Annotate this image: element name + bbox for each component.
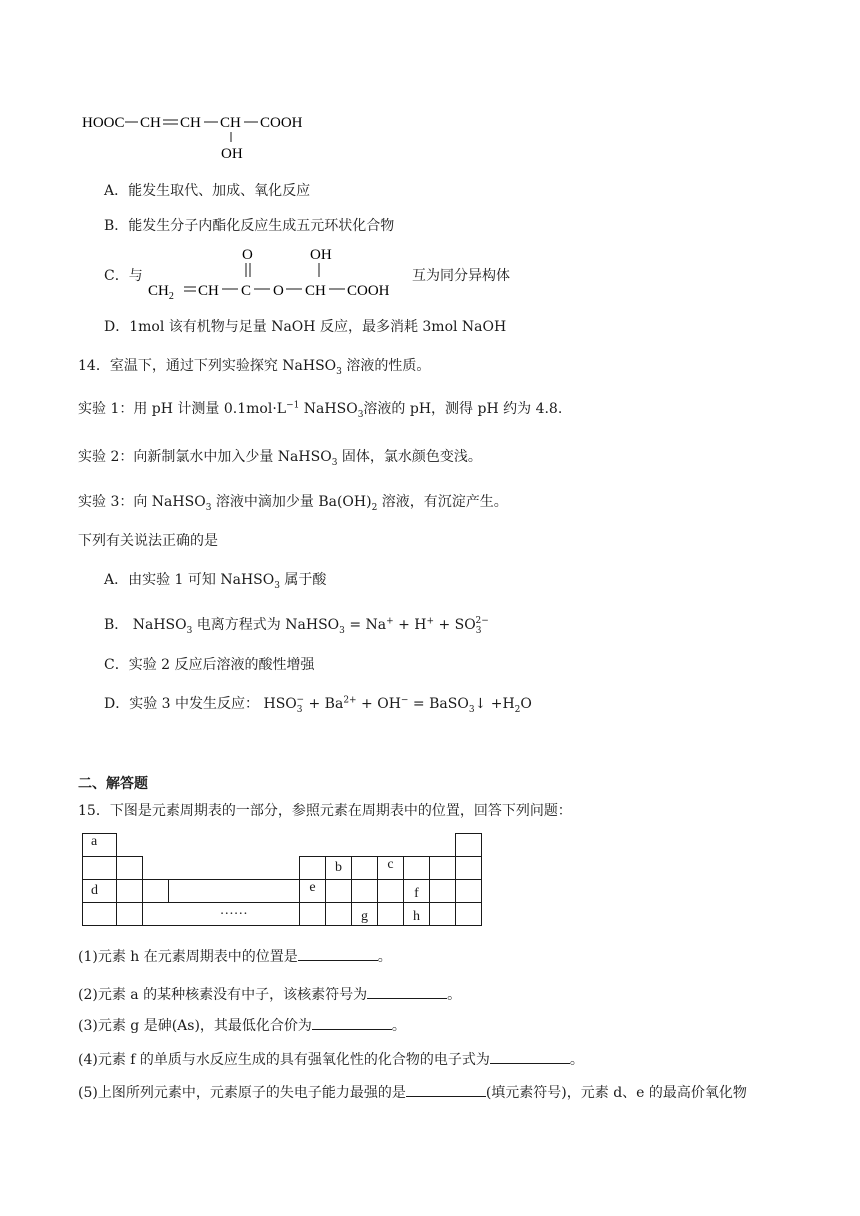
q14-option-c: C．实验 2 反应后溶液的酸性增强 [104,657,315,673]
main-structure-formula [78,108,358,168]
pt-cell-g: g [352,903,378,926]
pt-cell [300,903,326,926]
pt-cell [430,880,456,903]
pt-empty [143,857,169,880]
periodic-table-fragment [82,833,482,926]
pt-cell [378,903,404,926]
q14-experiment-1: 实验 1：用 pH 计测量 $0.1mol\cdot L^{-1}$ NaHSO$_3$溶液的 pH，测得 pH 约为 4.8. [78,400,563,420]
answer-blank[interactable] [298,946,378,961]
struct-c-ch2: $CH_2$ [148,283,174,300]
answer-blank[interactable] [367,984,447,999]
q14-prompt: 下列有关说法正确的是 [78,533,218,549]
pt-empty [117,834,143,857]
pt-cell-e: e [300,880,326,903]
pt-cell [456,834,482,857]
q13-option-d: D．1mol 该有机物与足量 NaOH 反应，最多消耗 3mol NaOH [104,319,507,335]
pt-cell [352,880,378,903]
section-title: 二、解答题 [78,776,148,792]
pt-empty [352,834,378,857]
q13-option-c-suffix: 互为同分异构体 [412,268,510,284]
pt-cell-dots: …… [169,903,300,926]
pt-cell [326,880,352,903]
struct-c-o: O [273,283,284,299]
q14-experiment-2: 实验 2：向新制氯水中加入少量 NaHSO$_3$ 固体，氯水颜色变浅。 [78,449,482,468]
q13-option-b: B．能发生分子内酯化反应生成五元环状化合物 [104,218,395,234]
pt-empty [143,834,169,857]
struct-c-c: C [241,283,252,299]
pt-empty [169,880,300,903]
pt-cell [430,903,456,926]
struct-oh: OH [221,146,243,162]
pt-empty [326,834,352,857]
pt-cell [456,903,482,926]
struct-c-cooh: COOH [347,283,390,299]
pt-cell-c: c [378,857,404,880]
pt-cell [300,857,326,880]
pt-cell [143,903,169,926]
struct-ch-1: CH [140,115,161,131]
pt-empty [430,834,456,857]
pt-cell [378,880,404,903]
q14-option-b: B． NaHSO$_3$ 电离方程式为 NaHSO$_3$ = $Na^+ + H^+ + SO_3^{2-}$ [104,616,489,636]
struct-c-ch: CH [198,283,219,299]
q15-stem: 15．下图是元素周期表的一部分，参照元素在周期表中的位置，回答下列问题： [78,803,572,819]
pt-empty [404,834,430,857]
answer-blank[interactable] [406,1082,486,1097]
struct-ch-3: CH [220,115,241,131]
answer-blank[interactable] [490,1049,570,1064]
q14-stem: 14．室温下，通过下列实验探究 NaHSO$_3$ 溶液的性质。 [78,358,431,377]
pt-cell [404,857,430,880]
pt-cell [117,903,143,926]
pt-cell-d: d [83,880,117,903]
pt-cell-a: a [83,834,117,857]
pt-cell [143,880,169,903]
pt-cell [326,903,352,926]
pt-cell-h: h [404,903,430,926]
q13-option-a: A．能发生取代、加成、氧化反应 [104,183,311,199]
pt-cell [456,880,482,903]
struct-c-o-top: O [242,247,253,263]
q15-item-1: (1)元素 h 在元素周期表中的位置是 。 [78,946,392,966]
pt-cell-f: f [404,880,430,903]
pt-empty [300,834,326,857]
struct-c-ch-2: CH [305,283,326,299]
pt-empty [169,834,300,857]
q15-item-5: (5)上图所列元素中，元素原子的失电子能力最强的是 (填元素符号)，元素 d、e 的最高价氧化物 [78,1082,747,1102]
q15-item-3: (3)元素 g 是砷(As)，其最低化合价为 。 [78,1015,406,1035]
pt-cell [430,857,456,880]
q14-option-a: A．由实验 1 可知 NaHSO$_3$ 属于酸 [104,572,327,591]
pt-cell [117,857,143,880]
pt-cell [352,857,378,880]
q14-option-d: D．实验 3 中发生反应： $HSO_3^- + Ba^{2+} + OH^-$ = BaSO$_3$↓ $+H_2O$ [104,695,532,715]
q15-item-4: (4)元素 f 的单质与水反应生成的具有强氧化性的化合物的电子式为 。 [78,1049,584,1069]
pt-empty [378,834,404,857]
pt-cell [117,880,143,903]
struct-hooc: HOOC [82,115,125,131]
q14-experiment-3: 实验 3：向 NaHSO$_3$ 溶液中滴加少量 $Ba(OH)_2$ 溶液，有沉淀产生。 [78,494,508,513]
struct-cooh: COOH [260,115,303,131]
q15-item-2: (2)元素 a 的某种核素没有中子，该核素符号为 。 [78,984,461,1004]
struct-ch-2: CH [180,115,201,131]
pt-empty [169,857,300,880]
pt-cell [456,857,482,880]
answer-blank[interactable] [312,1015,392,1030]
pt-cell [83,857,117,880]
option-c-structure [144,244,412,300]
struct-c-oh-top: OH [310,247,332,263]
q13-option-c-prefix: C．与 [104,268,143,284]
pt-cell [83,903,117,926]
pt-cell-b: b [326,857,352,880]
